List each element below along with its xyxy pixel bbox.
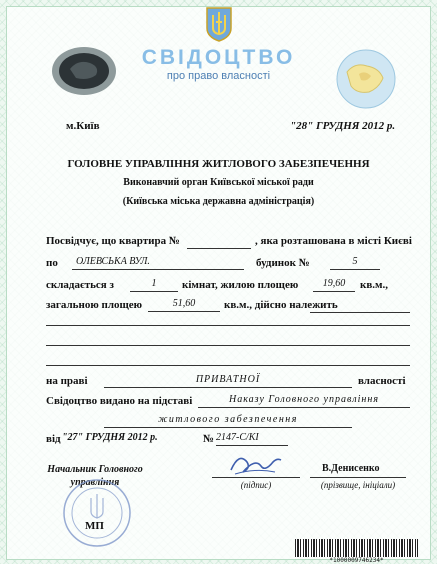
right-suffix: власності [358, 375, 406, 387]
apartment-number-field [187, 248, 251, 249]
document-title: СВІДОЦТВО [141, 46, 296, 69]
house-label: будинок № [256, 257, 310, 269]
position-line-1: Начальник Головного [47, 464, 143, 475]
issuer-name: ГОЛОВНЕ УПРАВЛІННЯ ЖИТЛОВОГО ЗАБЕЗПЕЧЕННЯ [67, 158, 370, 170]
signer-line [310, 477, 406, 478]
signer-name: В.Денисенко [322, 463, 380, 474]
owner-field-a [310, 312, 410, 313]
number-label: № [203, 433, 215, 445]
order-number: 2147-С/КІ [216, 432, 288, 446]
consists-label: складається з [46, 279, 114, 291]
street-prefix: по [46, 257, 58, 269]
issue-date: "28" ГРУДНЯ 2012 р. [290, 120, 396, 132]
official-stamp-icon [62, 478, 132, 548]
document-subtitle: про право власності [166, 70, 271, 82]
position-line-2: управління [70, 477, 120, 488]
issuer-administration: (Київська міська державна адміністрація) [122, 196, 315, 207]
living-label: кімнат, жилою площею [182, 279, 299, 291]
stamp-label: МП [85, 520, 104, 532]
total-area-value: 51,60 [148, 298, 220, 312]
issuer-subtitle: Виконавчий орган Київської міської ради [123, 177, 314, 188]
right-type-value: ПРИВАТНОЇ [104, 374, 352, 388]
order-date: "27" ГРУДНЯ 2012 р. [62, 432, 158, 443]
owner-line-1 [46, 325, 410, 326]
certify-label: Посвідчує, що квартира № [46, 235, 180, 247]
signer-caption: (прізвище, ініціали) [320, 480, 396, 490]
total-label: загальною площею [46, 299, 143, 311]
rooms-value: 1 [130, 278, 178, 292]
owner-line-2 [46, 345, 410, 346]
trident-emblem-icon [204, 6, 234, 42]
from-label: від [46, 433, 61, 445]
belongs-label: кв.м., дійсно належить [224, 299, 338, 311]
basis-line-2: житлового забезпечення [104, 414, 352, 428]
street-value: ОЛЕВСЬКА ВУЛ. [72, 256, 244, 270]
city: м.Київ [66, 120, 100, 132]
living-unit: кв.м., [360, 279, 389, 291]
barcode-number: *1000009746234* [329, 557, 384, 564]
owner-line-3 [46, 365, 410, 366]
signature-caption: (підпис) [240, 480, 272, 490]
located-label: , яка розташована в місті Києві [255, 235, 412, 247]
signature-icon [225, 448, 285, 480]
signature-line [212, 477, 300, 478]
barcode [295, 539, 418, 557]
living-area-value: 19,60 [313, 278, 355, 292]
right-prefix: на праві [46, 375, 88, 387]
house-value: 5 [330, 256, 380, 270]
basis-line-1: Наказу Головного управління [198, 394, 410, 408]
basis-label: Свідоцтво видано на підставі [46, 395, 193, 407]
